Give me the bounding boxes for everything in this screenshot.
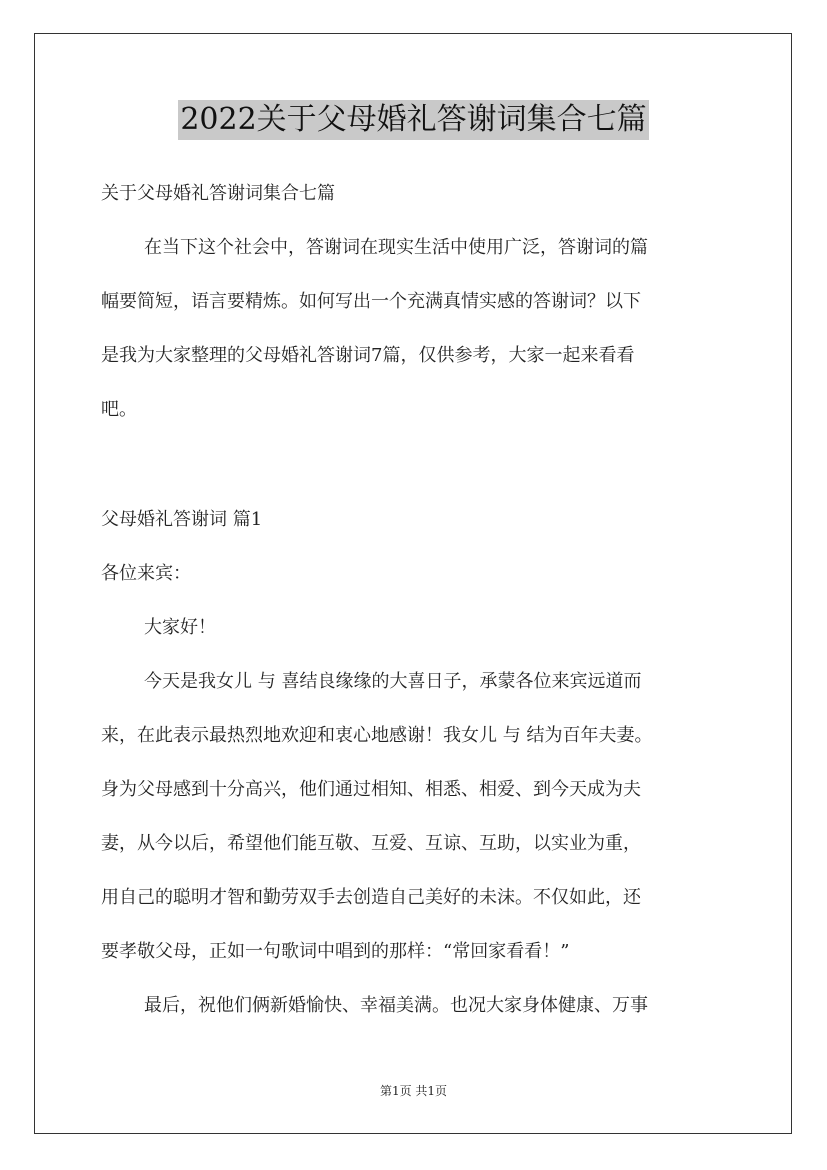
document-title [0,100,827,140]
intro-line: 幅要简短，语言要精炼。如何写出一个充满真情实感的答谢词？以下 [101,291,641,312]
intro-line: 在当下这个社会中，答谢词在现实生活中使用广泛，答谢词的篇 [144,237,648,258]
page-footer: 第1页 共1页 [379,1084,448,1098]
closing-line: 最后，祝他们俩新婚愉快、幸福美满。也况大家身体健康、万事 [144,995,648,1016]
body-line: 今天是我女儿 与 喜结良缘缘的大喜日子，承蒙各位来宾远道而 [144,671,642,692]
intro-line: 是我为大家整理的父母婚礼答谢词7篇，仅供参考，大家一起来看看 [101,345,635,366]
greeting: 大家好！ [144,617,216,638]
body-line: 妻，从今以后，希望他们能互敬、互爱、互谅、互助，以实业为重， [101,833,641,854]
body-line: 身为父母感到十分高兴，他们通过相知、相悉、相爱、到今天成为夫 [101,779,641,800]
body-line: 用自己的聪明才智和勤劳双手去创造自己美好的未沫。不仅如此，还 [101,887,641,908]
salutation: 各位来宾： [101,563,191,584]
intro-line: 吧。 [101,399,137,420]
subtitle: 关于父母婚礼答谢词集合七篇 [101,183,335,204]
body-line: 要孝敬父母，正如一句歌词中唱到的那样：“常回家看看！” [101,941,570,962]
section-heading: 父母婚礼答谢词 篇1 [101,509,263,530]
document-title-text: 2022关于父母婚礼答谢词集合七篇 [178,100,648,140]
body-line: 来，在此表示最热烈地欢迎和衷心地感谢！我女儿 与 结为百年夫妻。 [101,725,653,746]
